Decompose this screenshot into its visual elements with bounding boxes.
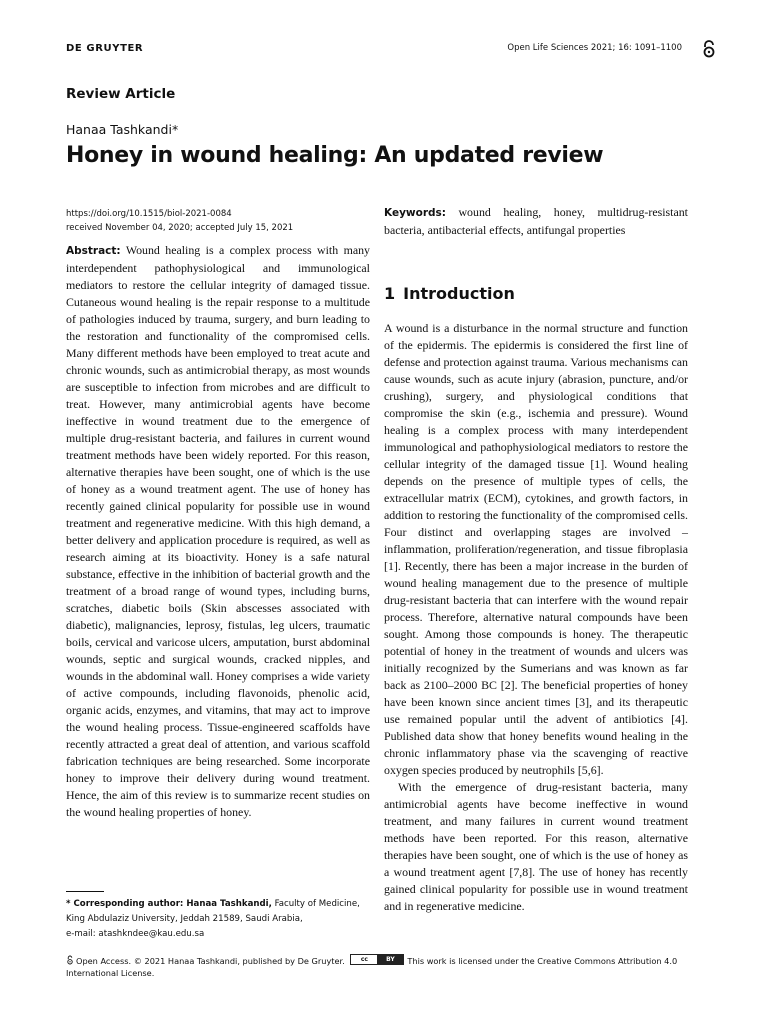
cc-badge-left: cc [351,955,377,964]
cc-badge-right: BY [377,955,403,964]
intro-paragraph-1: A wound is a disturbance in the normal structure and function of the epidermis. The epidermis is considered the first line of defense and protection against trauma. Various mechanisms can cause wounds, such as acute injury (abrasion, puncture, and/or crushing), surgery, and physiological conditions that compromise the skin (e.g., ischemia and pressure). Wound healing is a complex process with many interdependent immunological and pathophysiological mediators to restore the cellular integrity of the damaged tissue [1]. Wound healing depends on the presence of multiple types of cells, the extracellular matrix (ECM), cytokines, and growth factors, in addition to restoring the functionality of the compromised cells. Four distinct and overlapping stages are involved – inflammation, proliferation/regeneration, and tissue fibroplasia [1]. Recently, there has been a major increase in the burden of wound healing management due to the presence of multiple drug-resistant bacteria that can interfere with the wound repair process. Therefore, alternative natural compounds have been sought. Among those compounds is honey. The therapeutic potential of honey in the treatment of wounds and ulcers was initially recognized by the Sumerians and was known as far back as 2100–2000 BC [2]. The beneficial properties of honey have been known since ancient times [3], and its therapeutic use remained popular until the advent of antibiotics [4]. Published data show that honey benefits wound healing in the chronic inflammatory phase via the scavenging of reactive oxygen species produced by neutrophils [5,6]. [384,321,688,777]
open-access-icon [700,40,718,58]
footnote-affiliation: Faculty of Medicine, King Abdulaziz University, Jeddah 21589, Saudi Arabia, [66,899,360,924]
license-statement [66,954,706,979]
abstract [66,242,370,821]
introduction-body [384,320,688,915]
doi-link[interactable]: https://doi.org/10.1515/biol-2021-0084 [66,209,232,219]
keywords [384,204,688,239]
open-access-statement: Open Access. © 2021 Hanaa Tashkandi, published by De Gruyter. [76,956,345,966]
section-title: Introduction [403,284,515,303]
cc-by-icon[interactable] [350,954,404,965]
footnote-email[interactable]: e-mail: atashkndee@kau.edu.sa [66,929,205,939]
footnote-divider [66,891,104,892]
article-meta [66,207,376,235]
section-heading [384,284,515,303]
article-title: Honey in wound healing: An updated review [66,143,604,168]
author-name: Hanaa Tashkandi* [66,122,179,137]
journal-reference: Open Life Sciences 2021; 16: 1091–1100 [507,43,682,53]
intro-paragraph-2: With the emergence of drug-resistant bacteria, many antimicrobial agents have become ineffective in wound treatment, and many failures in current wound treatment methods have been reported. For this reason, alternative therapies have been sought, one of which is the use of honey as a wound treatment agent [7,8]. The use of honey has recently gained clinical popularity for possible use in wound treatment and in regenerative medicine. [384,780,688,913]
license-text: This work is licensed under the Creative Commons Attribution 4.0 International License. [66,956,678,978]
article-type: Review Article [66,86,176,102]
publisher-name: DE GRUYTER [66,43,144,54]
keywords-label: Keywords: [384,207,446,219]
footnote-label: * Corresponding author: Hanaa Tashkandi, [66,899,272,909]
section-number: 1 [384,284,396,303]
abstract-text: Wound healing is a complex process with many interdependent pathophysiological and immunological mediators to restore the cellular integrity of damaged tissue. Cutaneous wound healing is the repair response to a multitude of pathologies induced by trauma, surgery, and burn leading to the restoration and functionality of the compromised cells. Many different methods have been employed to treat acute and chronic wounds, such as antimicrobial therapy, as most wounds are susceptible to infection from microbes and are difficult to treat. However, many antimicrobial agents have become ineffective in wound treatment due to the emergence of multiple drug-resistant bacteria, and failures in current wound treatment methods have been widely reported. For this reason, alternative therapies have been sought, one of which is the use of honey as a wound treatment agent. The use of honey has recently gained clinical popularity for possible use in wound treatment and regenerative medicine. With this high demand, a better delivery and application procedure is required, as well as research aiming at its bioactivity. Honey is a safe natural substance, effective in the inhibition of bacterial growth and the treatment of a broad range of wound types, including burns, scratches, diabetic boils (Skin abscesses associated with diabetic), malignancies, leprosy, fistulas, leg ulcers, traumatic boils, cervical and varicose ulcers, amputation, burst abdominal wounds, septic and surgical wounds, cracked nipples, and wounds in the abdominal wall. Honey comprises a wide variety of active compounds, including flavonoids, phenolic acid, organic acids, enzymes, and vitamins, that may act to improve the wound healing process. Tissue-engineered scaffolds have recently attracted a great deal of attention, and various scaffold fabrication techniques are being researched. Some incorporate honey to improve their delivery during wound treatment. Hence, the aim of this review is to summarize recent studies on the wound healing properties of honey. [66,243,370,819]
corresponding-author-footnote [66,897,376,942]
keywords-text: wound healing, honey, multidrug-resistant bacteria, antibacterial effects, antifungal properties [384,205,688,237]
received-accepted-dates: received November 04, 2020; accepted July 15, 2021 [66,223,294,233]
open-access-icon [66,955,74,965]
abstract-label: Abstract: [66,245,121,257]
